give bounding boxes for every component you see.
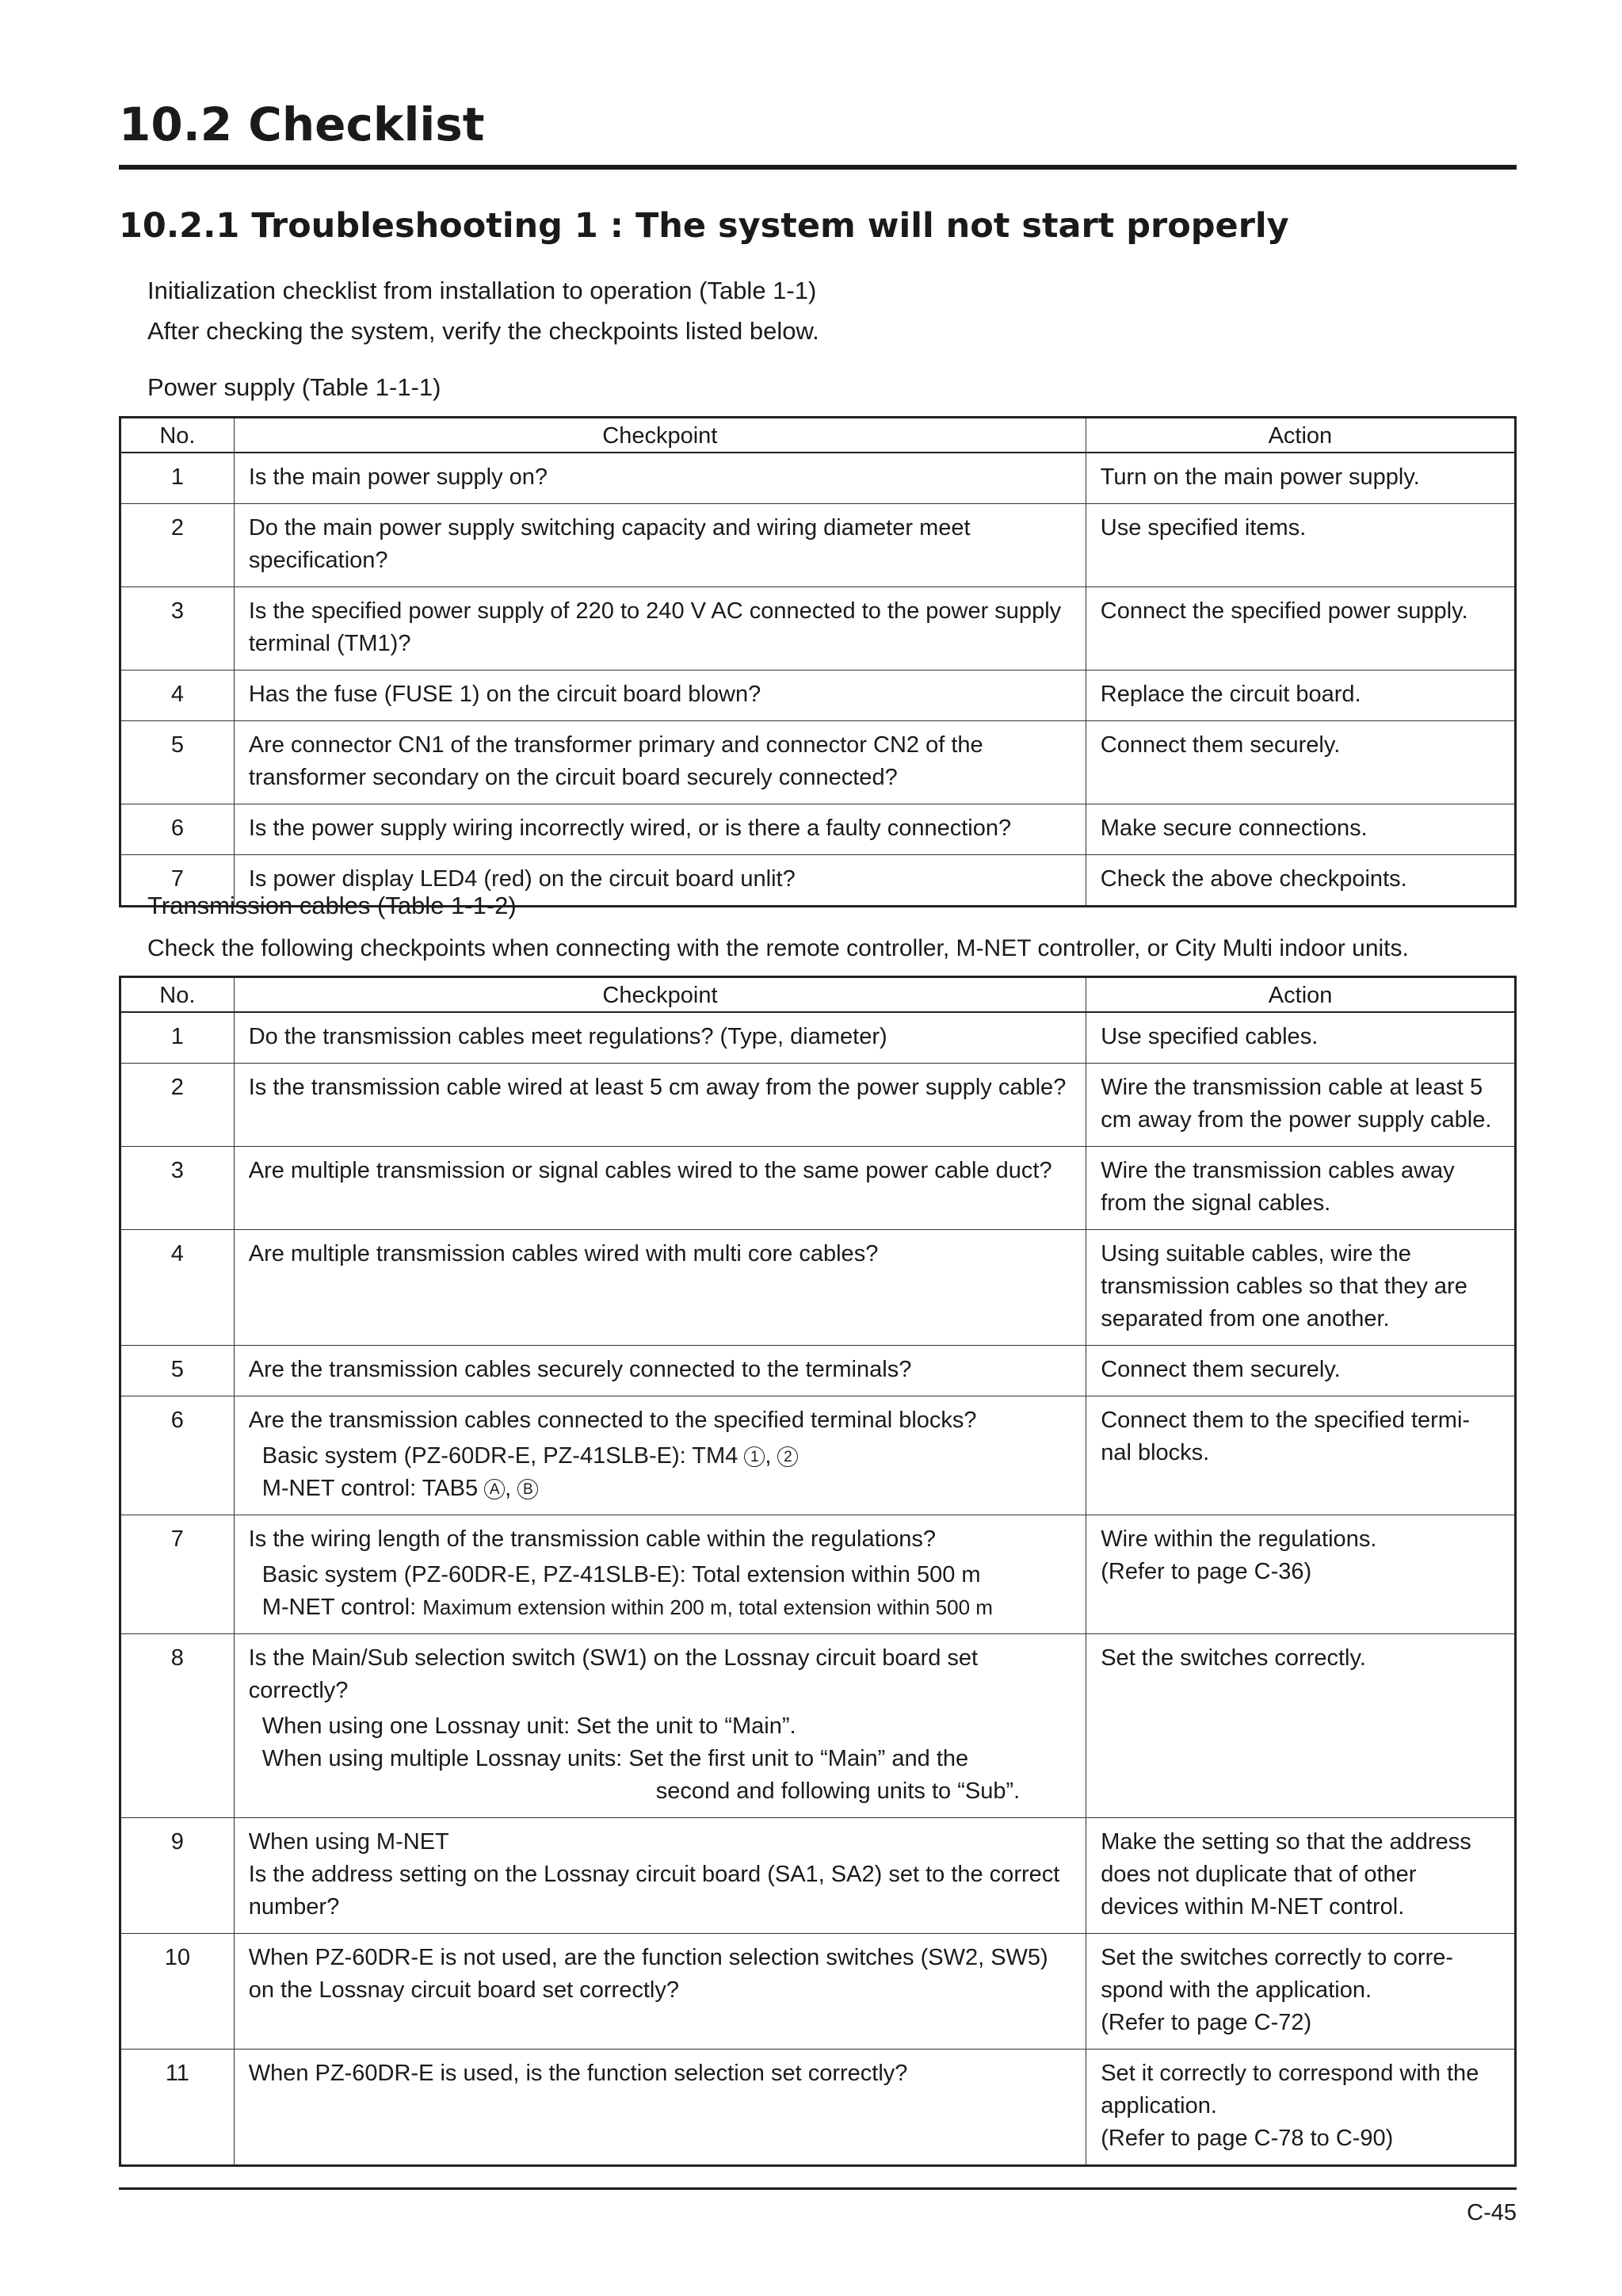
header-no: No. (120, 977, 235, 1013)
checkpoint-detail: When using multiple Lossnay units: Set the first unit to “Main” and the (261, 1746, 969, 1771)
action-reference: (Refer to page C-36) (1101, 1559, 1312, 1584)
row-action (1086, 2050, 1516, 2166)
row-action: Make the setting so that the address does not duplicate that of other devices within M-NET control. (1086, 1818, 1516, 1934)
action-reference: (Refer to page C-78 to C-90) (1101, 2126, 1394, 2151)
row-number: 5 (120, 1346, 235, 1396)
row-number: 3 (120, 1147, 235, 1230)
row-action: Connect them securely. (1086, 1346, 1516, 1396)
row-action: Connect them securely. (1086, 721, 1515, 804)
row-number: 4 (120, 1230, 235, 1346)
circled-1-icon: 1 (744, 1446, 765, 1467)
table-row (120, 721, 1516, 804)
header-action: Action (1086, 418, 1515, 453)
row-number: 3 (120, 587, 235, 670)
action-reference: (Refer to page C-72) (1101, 2010, 1312, 2035)
row-number: 6 (120, 1396, 235, 1515)
row-checkpoint (234, 1396, 1086, 1515)
table-row (120, 670, 1516, 721)
detail-text: M-NET control: TAB5 (261, 1476, 479, 1501)
circled-2-icon: 2 (777, 1446, 798, 1467)
heading-rule (119, 165, 1517, 170)
checkpoint-detail: Basic system (PZ-60DR-E, PZ-41SLB-E): TM4 1 , 2 (249, 1440, 1071, 1473)
row-number: 11 (120, 2050, 235, 2166)
checkpoint-detail: second and following units to “Sub”. (655, 1778, 1021, 1804)
row-action: Replace the circuit board. (1086, 670, 1515, 721)
row-number: 1 (120, 453, 235, 504)
row-action: Connect the specified power supply. (1086, 587, 1515, 670)
power-table-caption: Power supply (Table 1-1-1) (147, 373, 441, 401)
action-line: Set it correctly to correspond with the application. (1101, 2061, 1479, 2118)
header-no: No. (120, 418, 235, 453)
table-row (120, 1818, 1516, 1934)
row-number: 7 (120, 855, 235, 907)
row-checkpoint: Are connector CN1 of the transformer primary and connector CN2 of the transformer secondary on the circuit board securely connected? (234, 721, 1086, 804)
row-number: 2 (120, 504, 235, 587)
table-header-row (120, 418, 1516, 453)
transmission-table-caption: Transmission cables (Table 1-1-2) (147, 892, 517, 919)
table-header-row (120, 977, 1516, 1013)
table-row (120, 804, 1516, 855)
power-supply-table (119, 416, 1517, 907)
table-row (120, 1396, 1516, 1515)
detail-lead: M-NET control: (261, 1595, 417, 1620)
header-action: Action (1086, 977, 1516, 1013)
row-checkpoint: When PZ-60DR-E is used, is the function selection set correctly? (234, 2050, 1086, 2166)
table-row (120, 1012, 1516, 1064)
checkpoint-question: Is the wiring length of the transmission cable within the regulations? (248, 1526, 936, 1552)
page-number: C-45 (1467, 2200, 1517, 2225)
row-number: 9 (120, 1818, 235, 1934)
row-checkpoint: Are the transmission cables securely connected to the terminals? (234, 1346, 1086, 1396)
row-checkpoint: Is the main power supply on? (234, 453, 1086, 504)
intro-line-1: Initialization checklist from installation to operation (Table 1-1) (147, 277, 817, 304)
row-action: Check the above checkpoints. (1086, 855, 1515, 907)
row-action (1086, 1515, 1516, 1634)
checkpoint-question: Is the Main/Sub selection switch (SW1) on the Lossnay circuit board set correctly? (248, 1645, 979, 1703)
row-checkpoint (234, 1515, 1086, 1634)
checkpoint-detail (249, 1591, 1071, 1624)
row-checkpoint: Has the fuse (FUSE 1) on the circuit board blown? (234, 670, 1086, 721)
checkpoint-detail: Basic system (PZ-60DR-E, PZ-41SLB-E): Total extension within 500 m (261, 1562, 981, 1587)
row-action: Wire the transmission cables away from the signal cables. (1086, 1147, 1516, 1230)
row-action: Set the switches correctly. (1086, 1634, 1516, 1818)
table-row (120, 1934, 1516, 2050)
footer-rule (119, 2187, 1517, 2190)
row-checkpoint: Is the power supply wiring incorrectly wired, or is there a faulty connection? (234, 804, 1086, 855)
row-action: Turn on the main power supply. (1086, 453, 1515, 504)
row-number: 2 (120, 1064, 235, 1147)
row-number: 7 (120, 1515, 235, 1634)
table-row (120, 1515, 1516, 1634)
row-number: 5 (120, 721, 235, 804)
checkpoint-question: Is the address setting on the Lossnay circuit board (SA1, SA2) set to the correct number? (248, 1862, 1060, 1920)
checkpoint-detail: M-NET control: TAB5 A , B (249, 1473, 1071, 1505)
row-checkpoint: Do the transmission cables meet regulations? (Type, diameter) (234, 1012, 1086, 1064)
table-row (120, 504, 1516, 587)
row-number: 6 (120, 804, 235, 855)
row-number: 8 (120, 1634, 235, 1818)
table-row (120, 587, 1516, 670)
circled-a-icon: A (484, 1479, 505, 1499)
checkpoint-detail: When using one Lossnay unit: Set the unit to “Main”. (261, 1713, 796, 1739)
subsection-heading: 10.2.1 Troubleshooting 1 : The system will not start properly (119, 206, 1289, 246)
row-action: Use specified cables. (1086, 1012, 1516, 1064)
action-line: Wire within the regulations. (1101, 1526, 1377, 1552)
table-row (120, 1346, 1516, 1396)
checkpoint-lead: When using M-NET (248, 1829, 449, 1855)
transmission-table-note: Check the following checkpoints when connecting with the remote controller, M-NET controller, or City Multi indoor units. (147, 935, 1409, 961)
row-number: 10 (120, 1934, 235, 2050)
circled-b-icon: B (517, 1479, 538, 1499)
detail-text: Maximum extension within 200 m, total extension within 500 m (422, 1595, 993, 1619)
row-checkpoint: Is power display LED4 (red) on the circuit board unlit? (234, 855, 1086, 907)
table-row (120, 1147, 1516, 1230)
table-row (120, 1634, 1516, 1818)
row-checkpoint: Is the specified power supply of 220 to 240 V AC connected to the power supply terminal (TM1)? (234, 587, 1086, 670)
row-action: Wire the transmission cable at least 5 cm away from the power supply cable. (1086, 1064, 1516, 1147)
row-checkpoint (234, 1634, 1086, 1818)
intro-line-2: After checking the system, verify the checkpoints listed below. (147, 317, 819, 345)
row-number: 1 (120, 1012, 235, 1064)
row-checkpoint: When PZ-60DR-E is not used, are the function selection switches (SW2, SW5) on the Lossnay circuit board set correctly? (234, 1934, 1086, 2050)
detail-text: Basic system (PZ-60DR-E, PZ-41SLB-E): TM4 (261, 1443, 738, 1469)
row-action (1086, 1934, 1516, 2050)
row-action: Make secure connections. (1086, 804, 1515, 855)
row-action: Connect them to the specified termi-nal blocks. (1086, 1396, 1516, 1515)
table-row (120, 2050, 1516, 2166)
row-checkpoint: Do the main power supply switching capacity and wiring diameter meet specification? (234, 504, 1086, 587)
row-checkpoint: Is the transmission cable wired at least 5 cm away from the power supply cable? (234, 1064, 1086, 1147)
table-row (120, 453, 1516, 504)
row-checkpoint (234, 1818, 1086, 1934)
transmission-cables-table (119, 976, 1517, 2167)
row-action: Using suitable cables, wire the transmission cables so that they are separated from one another. (1086, 1230, 1516, 1346)
row-number: 4 (120, 670, 235, 721)
action-line: Set the switches correctly to corre-spond with the application. (1101, 1945, 1454, 2003)
row-checkpoint: Are multiple transmission cables wired with multi core cables? (234, 1230, 1086, 1346)
table-row (120, 1064, 1516, 1147)
section-heading: 10.2 Checklist (119, 97, 485, 151)
checkpoint-question: Are the transmission cables connected to the specified terminal blocks? (248, 1408, 977, 1433)
row-action: Use specified items. (1086, 504, 1515, 587)
header-checkpoint: Checkpoint (234, 977, 1086, 1013)
row-checkpoint: Are multiple transmission or signal cables wired to the same power cable duct? (234, 1147, 1086, 1230)
table-row (120, 1230, 1516, 1346)
header-checkpoint: Checkpoint (234, 418, 1086, 453)
